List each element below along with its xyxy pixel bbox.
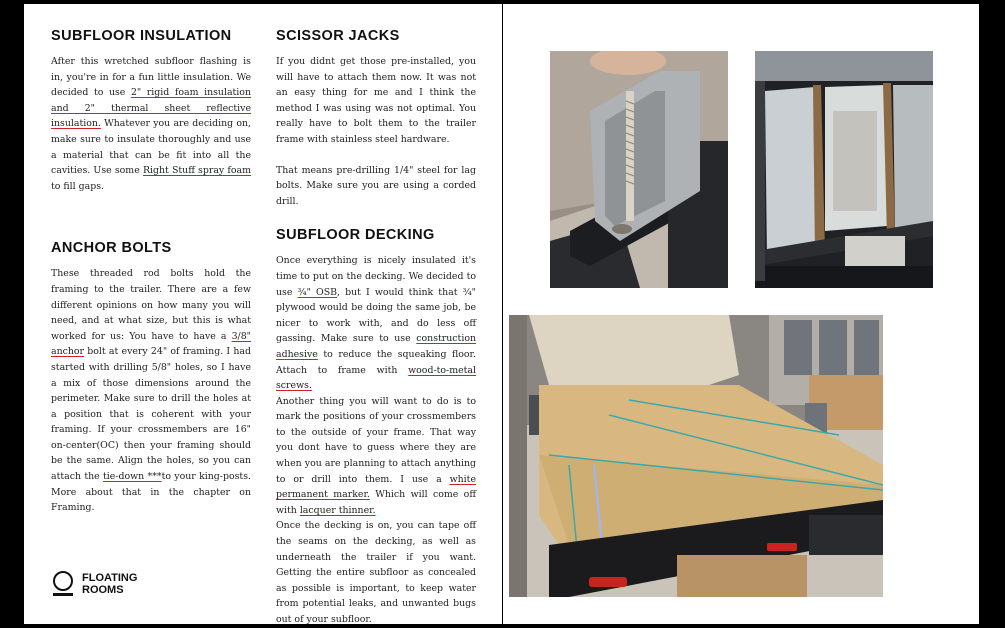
subfloor-decking-text-3: Once the decking is on, you can tape off the seams on the decking, as well as underneath the trailer if you want. Getting the entire subfloor as concealed as possible is important, to keep water from potential leaks, and unwanted bugs out of your subfloor. [276, 520, 476, 625]
link-rigid-foam-insulation[interactable]: 2" rigid foam insulation and 2" thermal sheet reflective insulation. [51, 87, 251, 130]
link-anchor-bolt[interactable]: 3/8" anchor [51, 330, 251, 358]
link-construction-adhesive[interactable]: construction adhesive [276, 333, 476, 360]
left-page [24, 4, 502, 624]
floating-rooms-logo [52, 571, 137, 597]
subfloor-decking-text: Once everything is nicely insulated it's time to put on the decking. We decided to use ¾" OSB, but I would think that ¾" plywood would be doing the same job, be nicer to work with, and do less off gassing. Make sure to use construction adhesive to reduce the squeaking floor. Attach to frame with wood-to-metal screws. [276, 255, 476, 392]
left-column [51, 28, 251, 516]
logo-icon [52, 571, 74, 597]
middle-column [276, 28, 476, 628]
logo-text-line2: ROOMS [82, 584, 124, 596]
link-right-stuff-spray-foam[interactable]: Right Stuff spray foam [142, 165, 251, 177]
photo-osb-decking [509, 315, 883, 597]
link-lacquer-thinner[interactable]: lacquer thinner. [299, 504, 376, 516]
heading-subfloor-decking: SUBFLOOR DECKING [276, 227, 435, 244]
subfloor-decking-text-2: Another thing you will want to do is to mark the positions of your crossmembers to the outside of your frame. That way you dont have to guess where they are when you are planning to attach anything to or drill into them. I use a white permanent marker. Which will come off with lacquer thinner. [276, 395, 476, 516]
link-osb[interactable]: ¾" OSB [297, 286, 338, 298]
logo-text-line1: FLOATING [82, 572, 138, 584]
anchor-bolts-text: These threaded rod bolts hold the framing to the trailer. There are a few different opinions on how many you will need, and at what size, but this is what worked for us: You have to have a 3/8" anchor bolt at every 24" of framing. I had started with drilling 5/8" holes, so I have a mix of those dimensions around the perimeter. Make sure to drill the holes at a position that is coherent with your framing. If your crossmembers are 16" on-center(OC) then your framing should be the same. Align the holes, so you can attach the tie-down ***to your king-posts. More about that in the chapter on Framing. [51, 268, 251, 514]
link-white-permanent-marker[interactable]: white permanent marker. [276, 473, 476, 501]
link-wood-to-metal-screws[interactable]: wood-to-metal screws. [276, 364, 476, 392]
right-page [503, 4, 979, 624]
heading-anchor-bolts: ANCHOR BOLTS [51, 240, 172, 257]
scissor-jacks-text: If you didnt get those pre-installed, you will have to attach them now. It was not an easy thing for me and I think the method I was using was not optimal. You really have to bolt them to the trailer frame with stainless steel hardware. [276, 56, 476, 145]
heading-scissor-jacks: SCISSOR JACKS [276, 28, 400, 44]
link-tie-down[interactable]: tie-down *** [103, 471, 162, 483]
scissor-jacks-text-2: That means pre-drilling 1/4" steel for lag bolts. Make sure you are using a corded drill. [276, 164, 476, 207]
photo-scissor-jack-bolt [550, 51, 728, 288]
photo-insulated-frame [755, 51, 933, 288]
subfloor-insulation-text: After this wretched subfloor flashing is in, you're in for a fun little insulation. We decided to use 2" rigid foam insulation and 2" thermal sheet reflective insulation. Whatever you are deciding on, make sure to insulate thoroughly and use a material that can be fit into all the cavities. Use some Right Stuff spray foam to fill gaps. [51, 56, 251, 192]
heading-subfloor-insulation: SUBFLOOR INSULATION [51, 28, 232, 44]
